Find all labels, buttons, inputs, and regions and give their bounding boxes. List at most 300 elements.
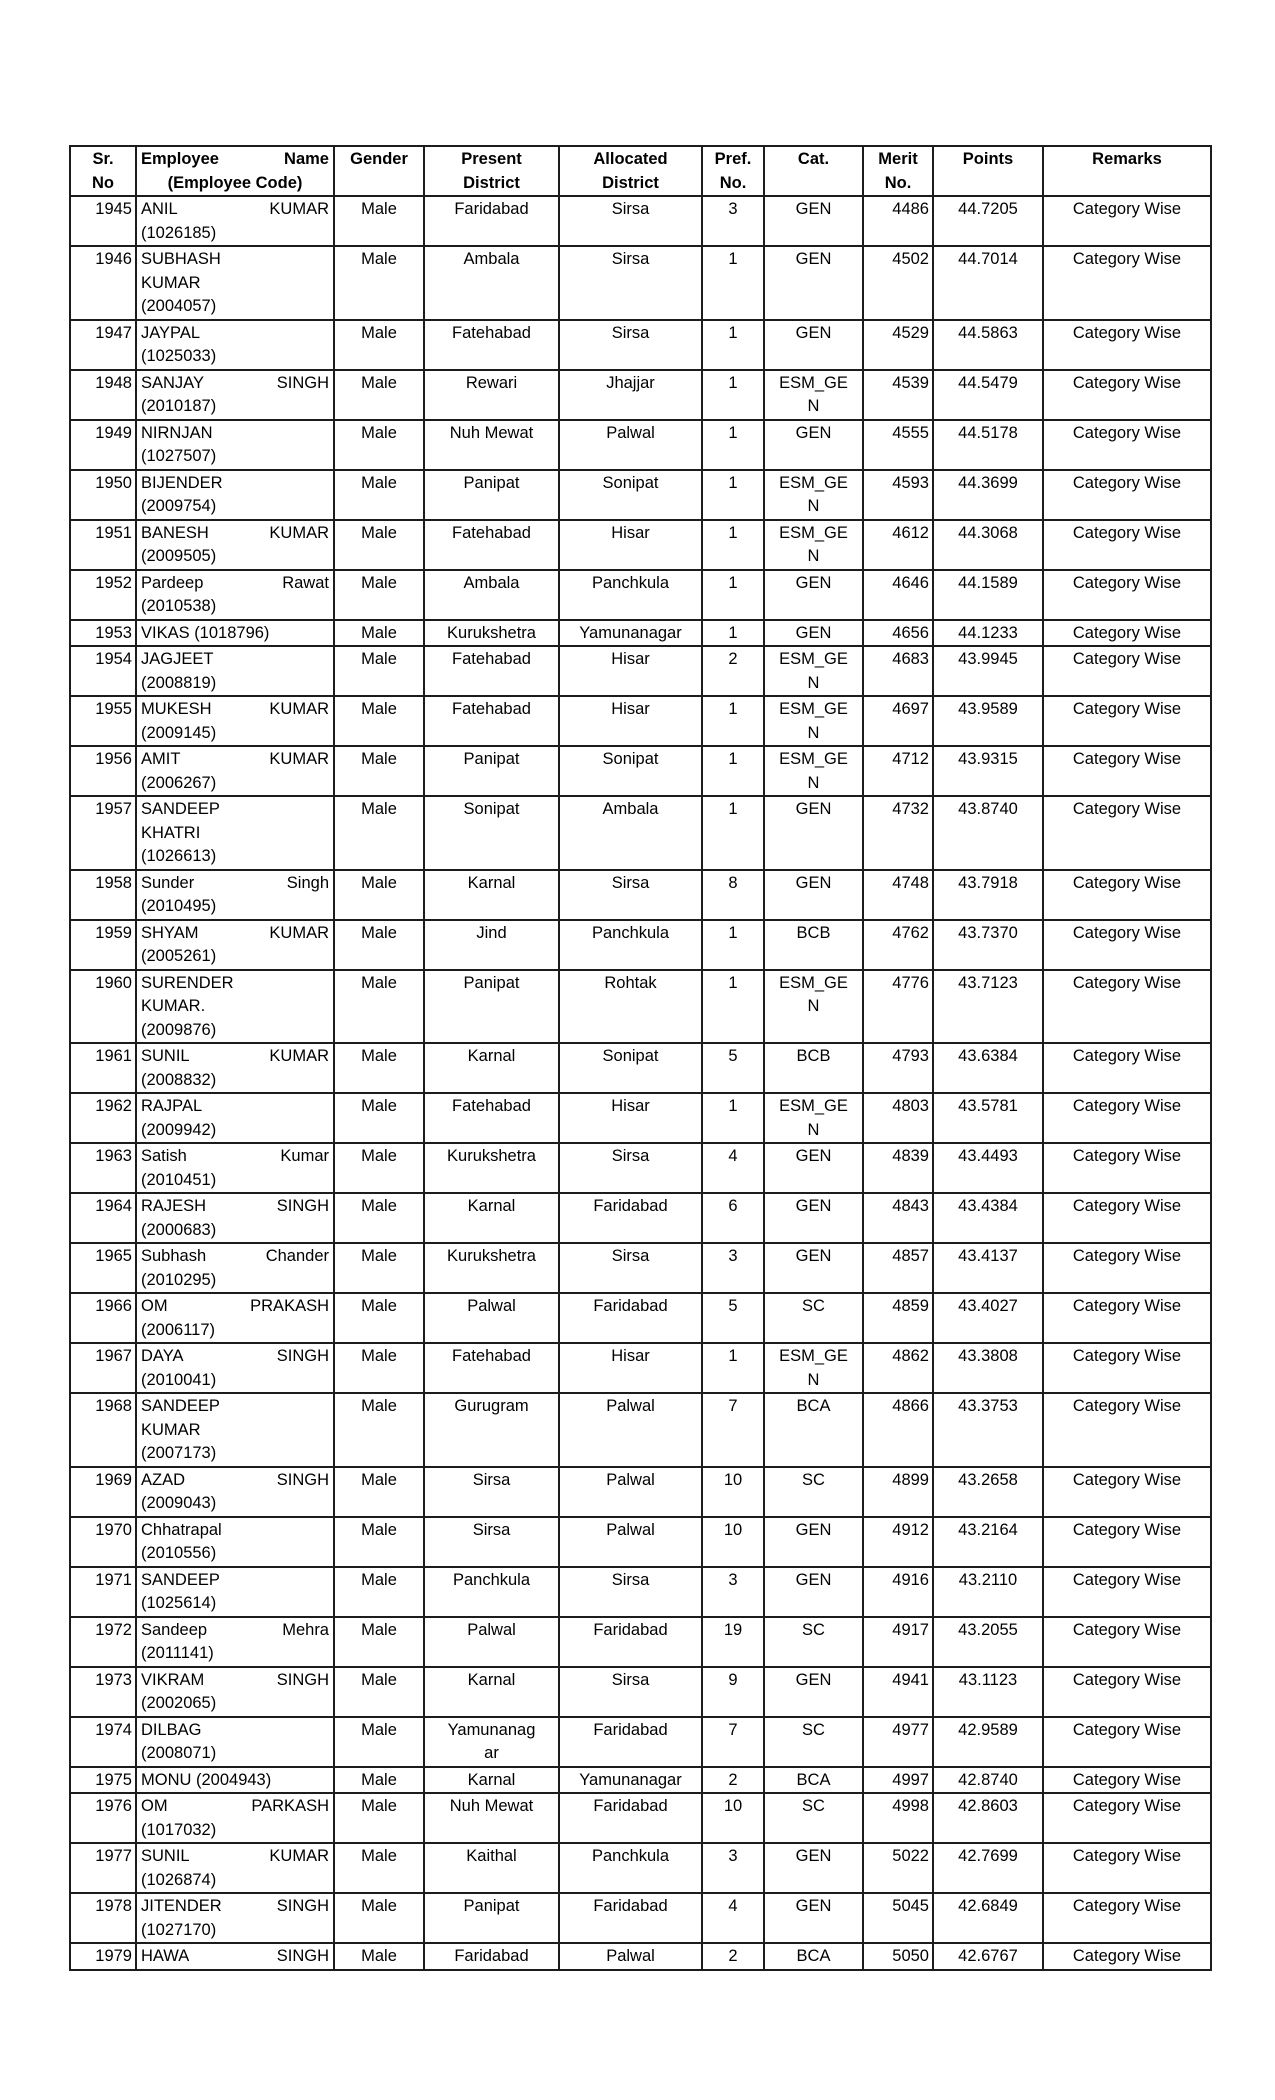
cell-name: DAYA SINGH (2010041) — [136, 1343, 334, 1393]
cell-remarks: Category Wise — [1043, 1243, 1211, 1293]
table-row — [70, 1517, 1211, 1567]
cell-merit: 4899 — [863, 1467, 933, 1517]
cell-merit: 4593 — [863, 470, 933, 520]
cell-cat: BCA — [764, 1393, 863, 1467]
cell-cat: GEN — [764, 620, 863, 647]
cell-points: 44.5479 — [933, 370, 1043, 420]
cell-sr: 1951 — [70, 520, 136, 570]
cell-remarks: Category Wise — [1043, 696, 1211, 746]
cell-merit: 4916 — [863, 1567, 933, 1617]
cell-remarks: Category Wise — [1043, 920, 1211, 970]
cell-sr: 1952 — [70, 570, 136, 620]
cell-cat: ESM_GE N — [764, 646, 863, 696]
cell-present: Karnal — [424, 1043, 559, 1093]
cell-present: Fatehabad — [424, 520, 559, 570]
cell-cat: GEN — [764, 420, 863, 470]
cell-points: 43.7370 — [933, 920, 1043, 970]
cell-gender: Male — [334, 1143, 424, 1193]
cell-gender: Male — [334, 1943, 424, 1970]
cell-sr: 1964 — [70, 1193, 136, 1243]
cell-points: 43.9945 — [933, 646, 1043, 696]
cell-merit: 4977 — [863, 1717, 933, 1767]
cell-points: 43.4137 — [933, 1243, 1043, 1293]
cell-points: 44.3068 — [933, 520, 1043, 570]
cell-remarks: Category Wise — [1043, 1717, 1211, 1767]
cell-present: Palwal — [424, 1617, 559, 1667]
cell-present: Jind — [424, 920, 559, 970]
cell-points: 43.9315 — [933, 746, 1043, 796]
cell-merit: 4859 — [863, 1293, 933, 1343]
cell-allocated: Faridabad — [559, 1717, 702, 1767]
cell-cat: BCB — [764, 1043, 863, 1093]
table-row — [70, 520, 1211, 570]
cell-merit: 4555 — [863, 420, 933, 470]
table-row — [70, 920, 1211, 970]
table-row — [70, 320, 1211, 370]
cell-points: 42.9589 — [933, 1717, 1043, 1767]
cell-allocated: Faridabad — [559, 1617, 702, 1667]
table-row — [70, 620, 1211, 647]
cell-gender: Male — [334, 1843, 424, 1893]
cell-pref: 1 — [702, 1343, 764, 1393]
cell-merit: 4839 — [863, 1143, 933, 1193]
cell-cat: ESM_GE N — [764, 1093, 863, 1143]
cell-allocated: Sonipat — [559, 470, 702, 520]
col-header-present: Present District — [424, 146, 559, 196]
cell-allocated: Faridabad — [559, 1293, 702, 1343]
cell-points: 43.2110 — [933, 1567, 1043, 1617]
cell-allocated: Ambala — [559, 796, 702, 870]
cell-remarks: Category Wise — [1043, 1293, 1211, 1343]
cell-allocated: Sonipat — [559, 1043, 702, 1093]
cell-pref: 1 — [702, 370, 764, 420]
cell-points: 43.4027 — [933, 1293, 1043, 1343]
cell-pref: 1 — [702, 246, 764, 320]
cell-sr: 1970 — [70, 1517, 136, 1567]
cell-points: 44.1233 — [933, 620, 1043, 647]
cell-present: Panipat — [424, 470, 559, 520]
cell-present: Karnal — [424, 1193, 559, 1243]
cell-merit: 4941 — [863, 1667, 933, 1717]
col-header-allocated: Allocated District — [559, 146, 702, 196]
cell-points: 43.3808 — [933, 1343, 1043, 1393]
cell-name: SANDEEP (1025614) — [136, 1567, 334, 1617]
cell-present: Panipat — [424, 746, 559, 796]
table-row — [70, 1893, 1211, 1943]
cell-remarks: Category Wise — [1043, 620, 1211, 647]
table-row — [70, 370, 1211, 420]
cell-allocated: Hisar — [559, 646, 702, 696]
cell-name: Satish Kumar (2010451) — [136, 1143, 334, 1193]
cell-gender: Male — [334, 1193, 424, 1243]
cell-remarks: Category Wise — [1043, 1393, 1211, 1467]
cell-allocated: Panchkula — [559, 920, 702, 970]
cell-remarks: Category Wise — [1043, 196, 1211, 246]
cell-sr: 1979 — [70, 1943, 136, 1970]
cell-points: 43.7918 — [933, 870, 1043, 920]
cell-sr: 1945 — [70, 196, 136, 246]
cell-merit: 4917 — [863, 1617, 933, 1667]
cell-gender: Male — [334, 1717, 424, 1767]
cell-cat: GEN — [764, 246, 863, 320]
cell-pref: 9 — [702, 1667, 764, 1717]
cell-remarks: Category Wise — [1043, 370, 1211, 420]
cell-sr: 1962 — [70, 1093, 136, 1143]
cell-remarks: Category Wise — [1043, 1767, 1211, 1794]
table-row — [70, 1567, 1211, 1617]
cell-pref: 7 — [702, 1393, 764, 1467]
cell-pref: 1 — [702, 696, 764, 746]
cell-merit: 4912 — [863, 1517, 933, 1567]
cell-pref: 1 — [702, 796, 764, 870]
cell-points: 42.7699 — [933, 1843, 1043, 1893]
cell-sr: 1977 — [70, 1843, 136, 1893]
table-row — [70, 1667, 1211, 1717]
cell-points: 44.5178 — [933, 420, 1043, 470]
cell-cat: BCA — [764, 1767, 863, 1794]
cell-pref: 1 — [702, 620, 764, 647]
cell-points: 43.3753 — [933, 1393, 1043, 1467]
cell-cat: GEN — [764, 1143, 863, 1193]
cell-pref: 1 — [702, 520, 764, 570]
col-header-gender: Gender — [334, 146, 424, 196]
cell-present: Karnal — [424, 870, 559, 920]
cell-name: BIJENDER (2009754) — [136, 470, 334, 520]
cell-merit: 4656 — [863, 620, 933, 647]
cell-pref: 4 — [702, 1893, 764, 1943]
cell-allocated: Jhajjar — [559, 370, 702, 420]
cell-present: Kurukshetra — [424, 1143, 559, 1193]
cell-points: 44.1589 — [933, 570, 1043, 620]
cell-gender: Male — [334, 470, 424, 520]
cell-name: SURENDER KUMAR. (2009876) — [136, 970, 334, 1044]
table-row — [70, 196, 1211, 246]
cell-points: 43.8740 — [933, 796, 1043, 870]
cell-gender: Male — [334, 696, 424, 746]
cell-gender: Male — [334, 420, 424, 470]
cell-allocated: Hisar — [559, 520, 702, 570]
cell-cat: SC — [764, 1617, 863, 1667]
cell-sr: 1960 — [70, 970, 136, 1044]
table-body — [70, 196, 1211, 1970]
table-row — [70, 1467, 1211, 1517]
cell-name: Pardeep Rawat (2010538) — [136, 570, 334, 620]
cell-remarks: Category Wise — [1043, 746, 1211, 796]
table-row — [70, 1293, 1211, 1343]
cell-remarks: Category Wise — [1043, 570, 1211, 620]
cell-remarks: Category Wise — [1043, 1843, 1211, 1893]
cell-name: MUKESH KUMAR (2009145) — [136, 696, 334, 746]
cell-merit: 4857 — [863, 1243, 933, 1293]
cell-remarks: Category Wise — [1043, 1793, 1211, 1843]
cell-merit: 5045 — [863, 1893, 933, 1943]
cell-allocated: Sirsa — [559, 1567, 702, 1617]
cell-cat: ESM_GE N — [764, 1343, 863, 1393]
cell-gender: Male — [334, 1043, 424, 1093]
cell-sr: 1950 — [70, 470, 136, 520]
cell-points: 44.5863 — [933, 320, 1043, 370]
cell-pref: 1 — [702, 470, 764, 520]
cell-allocated: Palwal — [559, 1517, 702, 1567]
cell-merit: 4776 — [863, 970, 933, 1044]
cell-name: SANDEEP KHATRI (1026613) — [136, 796, 334, 870]
cell-gender: Male — [334, 1517, 424, 1567]
table-row — [70, 970, 1211, 1044]
cell-sr: 1974 — [70, 1717, 136, 1767]
cell-name: SUNIL KUMAR (2008832) — [136, 1043, 334, 1093]
cell-name: RAJPAL (2009942) — [136, 1093, 334, 1143]
cell-sr: 1963 — [70, 1143, 136, 1193]
cell-allocated: Sirsa — [559, 320, 702, 370]
cell-present: Kurukshetra — [424, 1243, 559, 1293]
col-header-name: Employee Name (Employee Code) — [136, 146, 334, 196]
cell-present: Karnal — [424, 1767, 559, 1794]
cell-merit: 4866 — [863, 1393, 933, 1467]
cell-sr: 1956 — [70, 746, 136, 796]
cell-pref: 3 — [702, 1243, 764, 1293]
col-header-remarks: Remarks — [1043, 146, 1211, 196]
cell-pref: 2 — [702, 1767, 764, 1794]
cell-remarks: Category Wise — [1043, 320, 1211, 370]
cell-present: Sonipat — [424, 796, 559, 870]
cell-present: Gurugram — [424, 1393, 559, 1467]
cell-present: Fatehabad — [424, 696, 559, 746]
cell-name: SUNIL KUMAR (1026874) — [136, 1843, 334, 1893]
cell-remarks: Category Wise — [1043, 1193, 1211, 1243]
cell-cat: SC — [764, 1293, 863, 1343]
cell-allocated: Palwal — [559, 1467, 702, 1517]
cell-present: Palwal — [424, 1293, 559, 1343]
table-row — [70, 1767, 1211, 1794]
cell-present: Fatehabad — [424, 1093, 559, 1143]
cell-cat: BCB — [764, 920, 863, 970]
cell-name: DILBAG (2008071) — [136, 1717, 334, 1767]
cell-cat: ESM_GE N — [764, 370, 863, 420]
cell-remarks: Category Wise — [1043, 1343, 1211, 1393]
cell-remarks: Category Wise — [1043, 796, 1211, 870]
cell-remarks: Category Wise — [1043, 1893, 1211, 1943]
cell-name: OM PARKASH (1017032) — [136, 1793, 334, 1843]
cell-cat: GEN — [764, 1667, 863, 1717]
cell-merit: 4697 — [863, 696, 933, 746]
col-header-merit: Merit No. — [863, 146, 933, 196]
cell-allocated: Faridabad — [559, 1193, 702, 1243]
cell-name: VIKAS (1018796) — [136, 620, 334, 647]
cell-pref: 19 — [702, 1617, 764, 1667]
cell-allocated: Yamunanagar — [559, 1767, 702, 1794]
table-row — [70, 1343, 1211, 1393]
table-row — [70, 1093, 1211, 1143]
cell-remarks: Category Wise — [1043, 646, 1211, 696]
cell-cat: GEN — [764, 320, 863, 370]
cell-points: 43.2658 — [933, 1467, 1043, 1517]
cell-present: Sirsa — [424, 1517, 559, 1567]
cell-pref: 5 — [702, 1293, 764, 1343]
table-row — [70, 1717, 1211, 1767]
cell-allocated: Hisar — [559, 1093, 702, 1143]
cell-name: JITENDER SINGH (1027170) — [136, 1893, 334, 1943]
cell-gender: Male — [334, 520, 424, 570]
cell-present: Sirsa — [424, 1467, 559, 1517]
table-row — [70, 696, 1211, 746]
table-row — [70, 1943, 1211, 1970]
cell-points: 42.6849 — [933, 1893, 1043, 1943]
table-row — [70, 420, 1211, 470]
cell-remarks: Category Wise — [1043, 470, 1211, 520]
cell-merit: 4712 — [863, 746, 933, 796]
cell-pref: 1 — [702, 920, 764, 970]
cell-points: 43.4384 — [933, 1193, 1043, 1243]
cell-gender: Male — [334, 570, 424, 620]
table-row — [70, 646, 1211, 696]
cell-present: Karnal — [424, 1667, 559, 1717]
cell-name: JAYPAL (1025033) — [136, 320, 334, 370]
cell-merit: 4612 — [863, 520, 933, 570]
cell-present: Nuh Mewat — [424, 420, 559, 470]
cell-allocated: Palwal — [559, 1943, 702, 1970]
cell-remarks: Category Wise — [1043, 246, 1211, 320]
cell-remarks: Category Wise — [1043, 1617, 1211, 1667]
cell-pref: 1 — [702, 420, 764, 470]
cell-points: 43.2055 — [933, 1617, 1043, 1667]
cell-merit: 4762 — [863, 920, 933, 970]
cell-pref: 1 — [702, 320, 764, 370]
cell-points: 43.7123 — [933, 970, 1043, 1044]
cell-points: 42.8740 — [933, 1767, 1043, 1794]
cell-gender: Male — [334, 1293, 424, 1343]
cell-merit: 4862 — [863, 1343, 933, 1393]
cell-remarks: Category Wise — [1043, 520, 1211, 570]
cell-name: ANIL KUMAR (1026185) — [136, 196, 334, 246]
cell-allocated: Sirsa — [559, 1143, 702, 1193]
cell-pref: 3 — [702, 1843, 764, 1893]
cell-sr: 1975 — [70, 1767, 136, 1794]
cell-allocated: Sirsa — [559, 196, 702, 246]
cell-present: Rewari — [424, 370, 559, 420]
cell-points: 43.6384 — [933, 1043, 1043, 1093]
table-row — [70, 1193, 1211, 1243]
cell-name: Sandeep Mehra (2011141) — [136, 1617, 334, 1667]
table-row — [70, 746, 1211, 796]
cell-present: Faridabad — [424, 1943, 559, 1970]
cell-cat: ESM_GE N — [764, 696, 863, 746]
cell-sr: 1969 — [70, 1467, 136, 1517]
cell-remarks: Category Wise — [1043, 1143, 1211, 1193]
cell-sr: 1978 — [70, 1893, 136, 1943]
cell-present: Panchkula — [424, 1567, 559, 1617]
cell-name: NIRNJAN (1027507) — [136, 420, 334, 470]
cell-allocated: Rohtak — [559, 970, 702, 1044]
cell-merit: 4748 — [863, 870, 933, 920]
cell-sr: 1954 — [70, 646, 136, 696]
cell-gender: Male — [334, 196, 424, 246]
cell-points: 43.5781 — [933, 1093, 1043, 1143]
cell-allocated: Palwal — [559, 1393, 702, 1467]
cell-cat: GEN — [764, 1193, 863, 1243]
cell-pref: 6 — [702, 1193, 764, 1243]
cell-name: Chhatrapal (2010556) — [136, 1517, 334, 1567]
cell-name: AZAD SINGH (2009043) — [136, 1467, 334, 1517]
cell-allocated: Hisar — [559, 1343, 702, 1393]
cell-cat: ESM_GE N — [764, 470, 863, 520]
cell-merit: 4486 — [863, 196, 933, 246]
cell-sr: 1953 — [70, 620, 136, 647]
cell-allocated: Panchkula — [559, 1843, 702, 1893]
cell-remarks: Category Wise — [1043, 1567, 1211, 1617]
cell-gender: Male — [334, 1793, 424, 1843]
cell-points: 44.7014 — [933, 246, 1043, 320]
cell-gender: Male — [334, 646, 424, 696]
cell-gender: Male — [334, 746, 424, 796]
cell-gender: Male — [334, 1767, 424, 1794]
cell-sr: 1967 — [70, 1343, 136, 1393]
col-header-sr: Sr. No — [70, 146, 136, 196]
cell-present: Fatehabad — [424, 646, 559, 696]
cell-points: 42.6767 — [933, 1943, 1043, 1970]
cell-name: Subhash Chander (2010295) — [136, 1243, 334, 1293]
cell-gender: Male — [334, 320, 424, 370]
cell-pref: 1 — [702, 970, 764, 1044]
cell-merit: 4732 — [863, 796, 933, 870]
cell-sr: 1973 — [70, 1667, 136, 1717]
cell-points: 43.9589 — [933, 696, 1043, 746]
cell-present: Panipat — [424, 1893, 559, 1943]
cell-pref: 2 — [702, 646, 764, 696]
cell-name: HAWA SINGH — [136, 1943, 334, 1970]
cell-name: VIKRAM SINGH (2002065) — [136, 1667, 334, 1717]
cell-gender: Male — [334, 1093, 424, 1143]
cell-pref: 2 — [702, 1943, 764, 1970]
cell-sr: 1961 — [70, 1043, 136, 1093]
table-row — [70, 1243, 1211, 1293]
cell-pref: 10 — [702, 1793, 764, 1843]
col-header-cat: Cat. — [764, 146, 863, 196]
cell-points: 44.7205 — [933, 196, 1043, 246]
allocation-table — [69, 145, 1212, 1971]
cell-merit: 4646 — [863, 570, 933, 620]
cell-merit: 4997 — [863, 1767, 933, 1794]
cell-merit: 4793 — [863, 1043, 933, 1093]
cell-remarks: Category Wise — [1043, 1467, 1211, 1517]
cell-merit: 4998 — [863, 1793, 933, 1843]
cell-allocated: Palwal — [559, 420, 702, 470]
cell-merit: 4529 — [863, 320, 933, 370]
cell-sr: 1976 — [70, 1793, 136, 1843]
cell-gender: Male — [334, 920, 424, 970]
cell-cat: GEN — [764, 1567, 863, 1617]
cell-cat: GEN — [764, 796, 863, 870]
cell-cat: GEN — [764, 1843, 863, 1893]
cell-sr: 1968 — [70, 1393, 136, 1467]
cell-gender: Male — [334, 970, 424, 1044]
cell-gender: Male — [334, 796, 424, 870]
cell-points: 43.1123 — [933, 1667, 1043, 1717]
cell-cat: GEN — [764, 570, 863, 620]
cell-sr: 1972 — [70, 1617, 136, 1667]
cell-gender: Male — [334, 870, 424, 920]
cell-gender: Male — [334, 246, 424, 320]
cell-merit: 4843 — [863, 1193, 933, 1243]
cell-merit: 4683 — [863, 646, 933, 696]
cell-remarks: Category Wise — [1043, 1667, 1211, 1717]
cell-pref: 1 — [702, 746, 764, 796]
table-row — [70, 246, 1211, 320]
cell-name: BANESH KUMAR (2009505) — [136, 520, 334, 570]
cell-points: 43.2164 — [933, 1517, 1043, 1567]
cell-name: SHYAM KUMAR (2005261) — [136, 920, 334, 970]
cell-sr: 1965 — [70, 1243, 136, 1293]
cell-name: SANJAY SINGH (2010187) — [136, 370, 334, 420]
